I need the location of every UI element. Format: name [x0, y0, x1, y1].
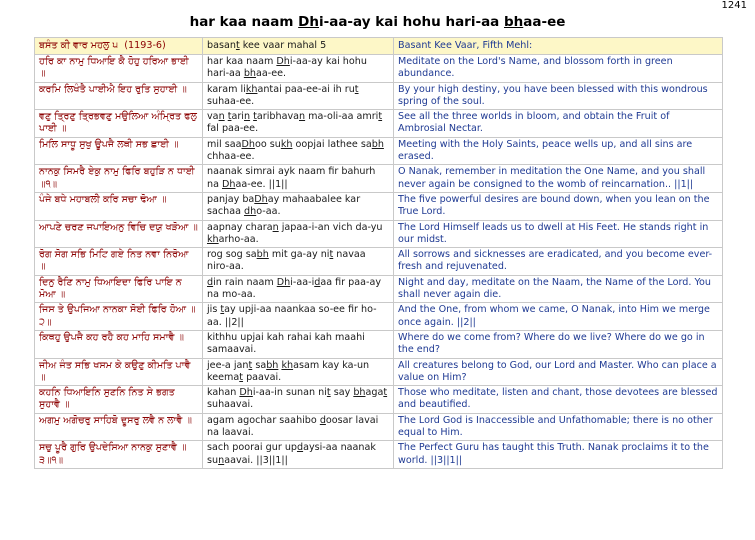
text-run: aa-ee. ||1||: [235, 178, 288, 190]
table-row: [35, 330, 723, 358]
english-cell: Where do we come from? Where do we live? Where do we go in the end?: [394, 330, 723, 358]
table-row: [35, 303, 723, 331]
english-cell: All sorrows and sicknesses are eradicated, and you become ever-fresh and rejuvenated.: [394, 248, 723, 276]
page-title: [0, 14, 755, 30]
english-cell: By your high destiny, you have been blessed with this wondrous spring of the soul.: [394, 82, 723, 110]
text-run: aribhava: [256, 111, 300, 123]
gurmukhi-cell: ਨਾਨਕੁ ਸਿਮਰੈ ਏਕੁ ਨਾਮੁ ਫਿਰਿ ਬਹੁੜਿ ਨ ਧਾਈ ॥੧॥: [35, 165, 203, 193]
text-run: aa-ee.: [256, 68, 287, 80]
underlined-letter: d: [314, 276, 321, 288]
gurmukhi-cell: ਕਰਮਿ ਲਿਖੰਤੈ ਪਾਈਐ ਇਹ ਰੁਤਿ ਸੁਹਾਈ ॥: [35, 82, 203, 110]
underlined-letter: Dh: [254, 193, 268, 205]
text-run: i-aa-i: [290, 276, 315, 288]
english-cell: The Perfect Guru has taught this Truth. Nanak proclaims it to the world. ||3||1||: [394, 441, 723, 469]
english-cell: Night and day, meditate on the Naam, the Name of the Lord. You shall never again die.: [394, 275, 723, 303]
text-run: ma-oli-aa amri: [305, 111, 379, 123]
table-row: [35, 220, 723, 248]
underlined-letter: n: [243, 111, 251, 123]
gurmukhi-cell: ਜੀਅ ਜੰਤ ਸਭਿ ਖਸਮ ਕੇ ਕਉਣੁ ਕੀਮਤਿ ਪਾਵੈ ॥: [35, 358, 203, 386]
text-run: i-aa-ay kai hohu hari-aa: [318, 14, 504, 30]
underlined-letter: Dh: [222, 178, 236, 190]
text-run: rog sog sa: [207, 249, 257, 261]
gurmukhi-cell: ਕਿਥਹੁ ਉਪਜੈ ਕਹ ਰਹੈ ਕਹ ਮਾਹਿ ਸਮਾਵੈ ॥: [35, 330, 203, 358]
transliteration-cell: [203, 386, 394, 414]
underlined-letter: t: [227, 111, 232, 123]
table-row: [35, 441, 723, 469]
transliteration-cell: [203, 165, 394, 193]
text-run: karam li: [207, 83, 246, 95]
text-run: say: [330, 387, 354, 399]
text-run: mit ga-ay ni: [268, 249, 330, 261]
underlined-letter: t: [235, 40, 240, 51]
shabad-table: [34, 37, 723, 469]
underlined-letter: n: [218, 111, 225, 123]
text-run: ay mahaabalee kar sachaa: [207, 193, 361, 218]
transliteration-cell: [203, 248, 394, 276]
text-run: kithhu upjai kah rahai kah maahi samaavai.: [207, 331, 365, 356]
underlined-letter: t: [326, 387, 331, 399]
underlined-letter: t: [253, 111, 257, 123]
underlined-letter: bh: [503, 14, 524, 30]
header-english: Basant Kee Vaar, Fifth Mehl:: [394, 38, 723, 55]
underlined-letter: Dh: [298, 14, 319, 30]
english-cell: All creatures belong to God, our Lord and Master. Who can place a value on Him?: [394, 358, 723, 386]
underlined-letter: d: [296, 442, 304, 454]
gurmukhi-cell: ਸਚੁ ਪੂਰੈ ਗੁਰਿ ਉਪਦੇਸਿਆ ਨਾਨਕੁ ਸੁਣਾਵੈ ॥੩॥੧॥: [35, 441, 203, 469]
text-run: chhaa-ee.: [207, 151, 255, 163]
text-run: har kaa naam: [189, 14, 299, 30]
english-cell: Meeting with the Holy Saints, peace wells up, and all sins are erased.: [394, 137, 723, 165]
text-run: i-aa-in sunan ni: [252, 387, 327, 399]
transliteration-cell: [203, 413, 394, 441]
english-cell: Those who meditate, listen and chant, those devotees are blessed and beautified.: [394, 386, 723, 414]
text-run: ari: [231, 111, 244, 123]
underlined-letter: Dh: [241, 138, 255, 150]
text-run: aavai. ||3||1||: [224, 454, 288, 466]
table-row: [35, 82, 723, 110]
gurmukhi-cell: ਹਰਿ ਕਾ ਨਾਮੁ ਧਿਆਇ ਕੈ ਹੋਹੁ ਹਰਿਆ ਭਾਈ ॥: [35, 55, 203, 83]
english-cell: The Lord Himself leads us to dwell at His Feet. He stands right in our midst.: [394, 220, 723, 248]
text-run: kee vaar mahal 5: [239, 40, 327, 51]
transliteration-cell: [203, 275, 394, 303]
underlined-letter: kh: [280, 138, 293, 150]
text-run: oo su: [254, 138, 281, 150]
table-row: [35, 192, 723, 220]
english-cell: The five powerful desires are bound down, when you lean on the True Lord.: [394, 192, 723, 220]
text-run: asam kay ka-un keema: [207, 359, 370, 383]
text-run: suhaavai.: [207, 399, 254, 411]
text-run: in rain naam: [213, 276, 277, 288]
page-reference-link[interactable]: (1193-6): [124, 40, 166, 51]
transliteration-cell: [203, 358, 394, 386]
english-cell: And the One, from whom we came, O Nanak, into Him we merge once again. ||2||: [394, 303, 723, 331]
underlined-letter: t: [220, 304, 225, 316]
text-run: basan: [207, 40, 236, 51]
text-run: aysi-aa naanak su: [207, 442, 376, 466]
underlined-letter: d: [207, 276, 214, 288]
text-run: paavai.: [243, 371, 282, 383]
underlined-letter: bh: [243, 68, 257, 80]
transliteration-cell: [203, 330, 394, 358]
table-row: [35, 413, 723, 441]
underlined-letter: t: [239, 371, 244, 383]
text-run: jee-a jan: [207, 359, 249, 371]
underlined-letter: n: [218, 454, 225, 466]
gurmukhi-cell: ਜਿਸ ਤੇ ਉਪਜਿਆ ਨਾਨਕਾ ਸੋਈ ਫਿਰਿ ਹੋਆ ॥੨॥: [35, 303, 203, 331]
gurmukhi-cell: ਕਹਨਿ ਧਿਆਇਨਿ ਸੁਣਨਿ ਨਿਤ ਸੇ ਭਗਤ ਸੁਹਾਵੈ ॥: [35, 386, 203, 414]
english-cell: Meditate on the Lord's Name, and blossom forth in green abundance.: [394, 55, 723, 83]
gurmukhi-cell: ਵਣੁ ਤ੍ਰਿਣੁ ਤ੍ਰਿਭਵਣੁ ਮਉਲਿਆ ਅੰਮ੍ਰਿਤ ਫਲੁ ਪਾਈ ॥: [35, 110, 203, 138]
underlined-letter: bh: [256, 249, 269, 261]
text-run: japaa-i-an vich da-yu: [278, 221, 383, 233]
header-transliteration: [203, 38, 394, 55]
text-run: oosar lavai na laavai.: [207, 414, 379, 439]
text-run: aa-ee: [523, 14, 566, 30]
text-run: arho-aa.: [218, 233, 259, 245]
english-cell: See all the three worlds in bloom, and obtain the Fruit of Ambrosial Nectar.: [394, 110, 723, 138]
underlined-letter: t: [383, 387, 388, 399]
text-run: sach poorai gur up: [207, 442, 297, 454]
gurmukhi-cell: ਪੰਜੇ ਬਧੇ ਮਹਾਬਲੀ ਕਰਿ ਸਚਾ ਢੋਆ ॥: [35, 192, 203, 220]
text-run: aapnay chara: [207, 221, 273, 233]
text-run: fal paa-ee.: [207, 123, 259, 135]
underlined-letter: kh: [207, 233, 219, 245]
table-row: [35, 386, 723, 414]
table-row: [35, 248, 723, 276]
table-row: [35, 275, 723, 303]
text-run: va: [207, 111, 219, 123]
gurmukhi-cell: ਰੋਗ ਸੋਗ ਸਭਿ ਮਿਟਿ ਗਏ ਨਿਤ ਨਵਾ ਨਿਰੋਆ ॥: [35, 248, 203, 276]
underlined-letter: kh: [245, 83, 258, 95]
text-run: suhaa-ee.: [207, 95, 255, 107]
header-gurmukhi: [35, 38, 203, 55]
underlined-letter: bh: [371, 138, 384, 150]
text-run: aga: [365, 387, 384, 399]
text-run: oopjai lathee sa: [292, 138, 372, 150]
gurmukhi-cell: ਅਗਮੁ ਅਗੋਚਰੁ ਸਾਹਿਬੋ ਦੂਸਰੁ ਲਵੈ ਨ ਲਾਵੈ ॥: [35, 413, 203, 441]
text-run: mil saa: [207, 138, 242, 150]
transliteration-cell: [203, 110, 394, 138]
table-row: [35, 165, 723, 193]
underlined-letter: Dh: [276, 276, 291, 288]
gurmukhi-cell: ਮਿਲਿ ਸਾਧੂ ਸੁਖੁ ਊਪਜੈ ਲਥੀ ਸਭ ਛਾਈ ॥: [35, 137, 203, 165]
table-row: [35, 55, 723, 83]
text-run: sa: [252, 359, 267, 371]
underlined-letter: n: [272, 221, 279, 233]
transliteration-cell: [203, 137, 394, 165]
text-run: o-aa.: [256, 206, 281, 218]
text-run: kahan: [207, 387, 240, 399]
header-gurmukhi-text: ਬਸੰਤ ਕੀ ਵਾਰ ਮਹਲੁ ੫: [39, 40, 119, 51]
underlined-letter: bh: [353, 387, 366, 399]
underlined-letter: t: [248, 359, 253, 371]
text-run: agam agochar saahibo: [207, 414, 320, 426]
underlined-letter: kh: [281, 359, 294, 371]
underlined-letter: Dh: [276, 56, 290, 67]
underlined-letter: t: [354, 83, 359, 95]
transliteration-cell: [203, 441, 394, 469]
text-run: har kaa naam: [207, 56, 277, 67]
transliteration-cell: [203, 192, 394, 220]
underlined-letter: t: [329, 249, 334, 261]
underlined-letter: dh: [244, 206, 257, 218]
transliteration-cell: [203, 82, 394, 110]
text-run: jis: [207, 304, 221, 316]
text-run: antai paa-ee-ai ih ru: [257, 83, 355, 95]
table-row: [35, 137, 723, 165]
text-run: ay upji-aa naankaa so-ee fir ho-aa. ||2||: [207, 304, 377, 328]
text-run: aa fir paa-ay na mo-aa.: [207, 276, 382, 301]
text-run: navaa niro-aa.: [207, 249, 366, 273]
underlined-letter: n: [299, 111, 306, 123]
gurmukhi-cell: ਦਿਨੁ ਰੈਣਿ ਨਾਮੁ ਧਿਆਇਦਾ ਫਿਰਿ ਪਾਇ ਨ ਮੋਆ ॥: [35, 275, 203, 303]
english-cell: The Lord God is Inaccessible and Unfathomable; there is no other equal to Him.: [394, 413, 723, 441]
transliteration-cell: [203, 303, 394, 331]
underlined-letter: bh: [266, 359, 279, 371]
transliteration-cell: [203, 220, 394, 248]
underlined-letter: Dh: [239, 387, 253, 399]
text-run: naanak simrai ayk naam fir bahurh na: [207, 166, 376, 190]
table-row: [35, 110, 723, 138]
table-row: [35, 358, 723, 386]
text-run: panjay ba: [207, 193, 255, 205]
english-cell: O Nanak, remember in meditation the One Name, and you shall never again be consigned to the womb of reincarnation.. ||1||: [394, 165, 723, 193]
page-number: 1241: [721, 0, 747, 11]
underlined-letter: d: [319, 414, 326, 426]
text-run: i-aa-ay kai hohu hari-aa: [207, 56, 367, 80]
table-header-row: [35, 38, 723, 55]
gurmukhi-cell: ਆਪਣੇ ਚਰਣ ਜਪਾਇਅਨੁ ਵਿਚਿ ਦਯੁ ਖੜੋਆ ॥: [35, 220, 203, 248]
underlined-letter: t: [378, 111, 383, 123]
transliteration-cell: [203, 55, 394, 83]
